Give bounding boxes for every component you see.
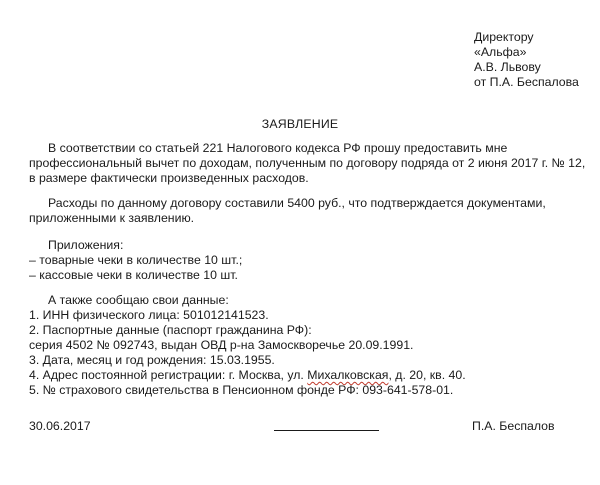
- paragraph-line: В соответствии со статьей 221 Налогового кодекса РФ прошу предоставить мне: [48, 141, 508, 155]
- addressee-from: от П.А. Беспалова: [474, 75, 579, 89]
- signature-date: 30.06.2017: [29, 419, 91, 433]
- personal-data-address: [29, 368, 579, 383]
- personal-data-passport-details: серия 4502 № 092743, выдан ОВД р-на Замоскворечье 20.09.1991.: [29, 338, 414, 352]
- personal-data-birthdate: 3. Дата, месяц и год рождения: 15.03.1955.: [29, 353, 275, 367]
- paragraph-request: [29, 141, 586, 186]
- address-street-misspelled: Михалковская: [307, 368, 389, 382]
- address-prefix: 4. Адрес постоянной регистрации: г. Москва, ул.: [29, 368, 308, 382]
- paragraph-line: приложенными к заявлению.: [29, 211, 195, 225]
- personal-data-pension-number: 5. № страхового свидетельства в Пенсионном фонде РФ: 093-641-578-01.: [29, 383, 454, 397]
- signatory-name: П.А. Беспалов: [472, 419, 555, 433]
- signature-line: [274, 430, 379, 431]
- personal-data-inn: 1. ИНН физического лица: 501012141523.: [29, 308, 269, 322]
- addressee-position: Директору: [474, 30, 534, 44]
- paragraph-expenses: [29, 196, 579, 226]
- address-suffix: , д. 20, кв. 40.: [388, 368, 466, 382]
- attachments-list: [29, 238, 579, 283]
- document-title: ЗАЯВЛЕНИЕ: [261, 117, 339, 131]
- paragraph-line: профессиональный вычет по доходам, полученным по договору подряда от 2 июня 2017 г. № 12,: [29, 156, 586, 170]
- paragraph-line: в размере фактически произведенных расходов.: [29, 171, 309, 185]
- personal-data-passport-heading: 2. Паспортные данные (паспорт гражданина РФ):: [29, 323, 312, 337]
- paragraph-line: Расходы по данному договору составили 5400 руб., что подтверждается документами,: [48, 196, 546, 210]
- addressee-company: «Альфа»: [474, 45, 527, 59]
- attachment-item: – товарные чеки в количестве 10 шт.;: [29, 253, 243, 267]
- addressee-block: [474, 30, 579, 90]
- attachment-item: – кассовые чеки в количестве 10 шт.: [29, 268, 238, 282]
- attachments-heading: Приложения:: [48, 238, 124, 252]
- personal-data-intro: А также сообщаю свои данные:: [48, 293, 229, 307]
- personal-data-block: [29, 293, 579, 398]
- addressee-name: А.В. Львову: [474, 60, 541, 74]
